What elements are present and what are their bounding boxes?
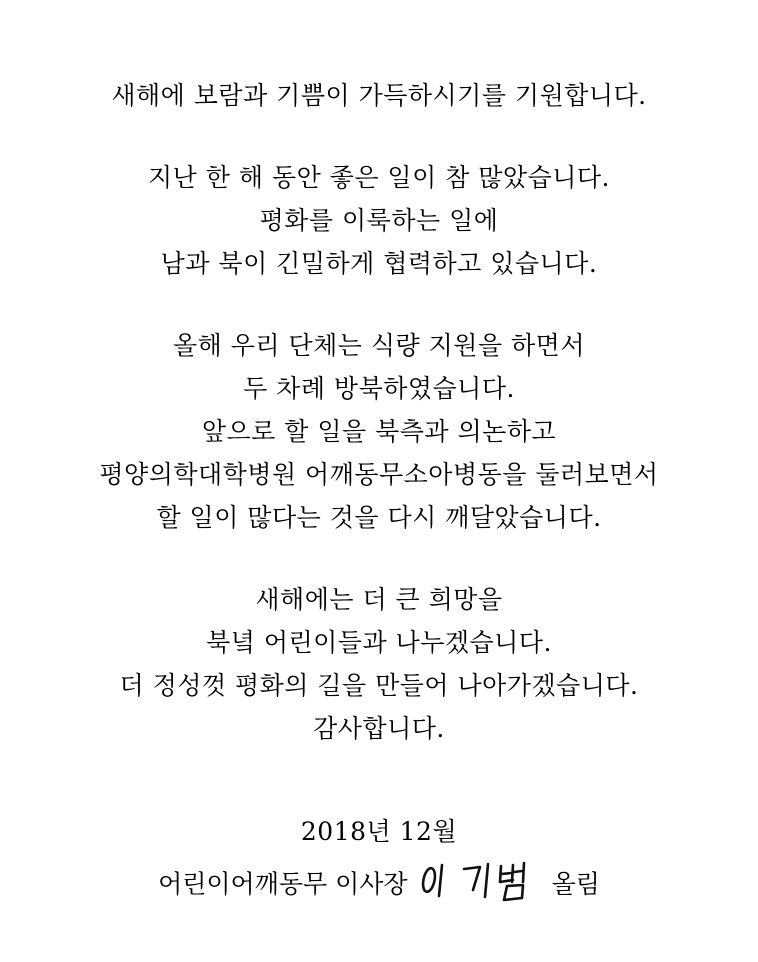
activity-line-3: 앞으로 할 일을 북측과 의논하고 [201,417,557,446]
hope-line-3: 더 정성껏 평화의 길을 만들어 나아가겠습니다. [119,671,639,700]
greeting-line: 새해에 보람과 기쁨이 가득하시기를 기원합니다. [111,81,647,110]
review-line-2: 평화를 이룩하는 일에 [259,206,499,235]
sender-closing: 올림 [551,869,600,899]
sender-line [0,864,758,908]
review-line-3: 남과 북이 긴밀하게 협력하고 있습니다. [160,249,598,278]
letter-date: 2018년 12월 [300,817,458,846]
hope-line-2: 북녘 어린이들과 나누겠습니다. [206,628,552,657]
review-line-1: 지난 한 해 동안 좋은 일이 참 많았습니다. [148,163,610,192]
hope-line-1: 새해에는 더 큰 희망을 [255,585,503,614]
handwritten-signature [418,860,538,904]
activity-line-5: 할 일이 많다는 것을 다시 깨달았습니다. [156,503,602,532]
activity-line-1: 올해 우리 단체는 식량 지원을 하면서 [173,331,585,360]
activity-line-4: 평양의학대학병원 어깨동무소아병동을 둘러보면서 [99,460,659,489]
sender-title: 어린이어깨동무 이사장 [158,869,408,899]
thanks-line: 감사합니다. [313,714,445,743]
activity-line-2: 두 차례 방북하였습니다. [243,374,515,403]
